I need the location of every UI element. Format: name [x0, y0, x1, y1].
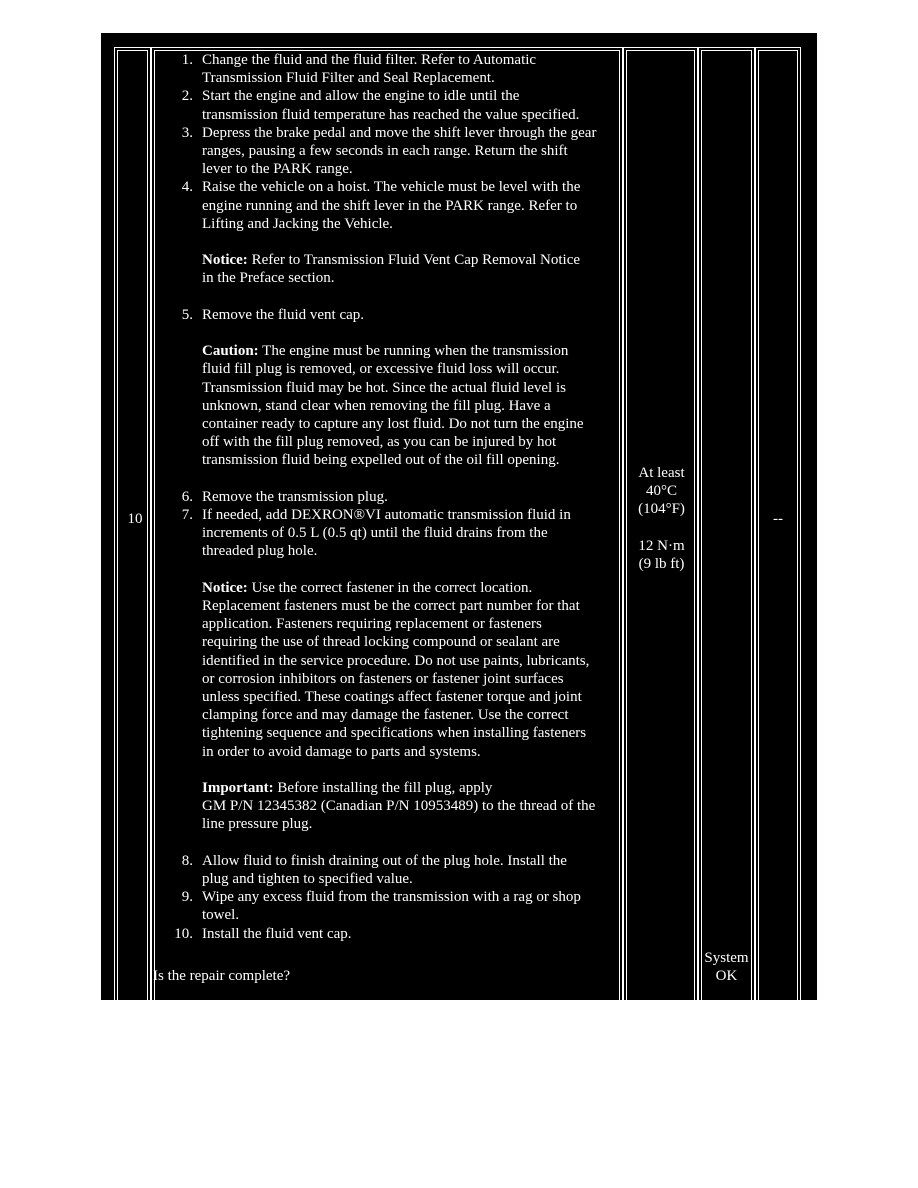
procedure-table — [101, 33, 817, 1000]
list-item: 1. Change the fluid and the fluid filter. Refer to Automatic Transmission Fluid Filter and Seal Replacement. — [181, 52, 537, 87]
step-cell — [114, 47, 151, 1019]
list-item: 4. Raise the vehicle on a hoist. The vehicle must be level with the engine running and the shift lever in the PARK range. Refer to Lifting and Jacking the Vehicle. — [181, 179, 581, 232]
no-result: -- — [773, 511, 783, 527]
list-item: 8. Allow fluid to finish draining out of the plug hole. Install the plug and tighten to specified value. — [181, 852, 567, 888]
step-number: 10 — [127, 511, 143, 527]
list-item: 7. If needed, add DEXRON®VI automatic transmission fluid in increments of 0.5 L (0.5 qt) until the fluid drains from the threaded plug hole. — [181, 507, 571, 560]
list-item: 9. Wipe any excess fluid from the transmission with a rag or shop towel. — [181, 889, 581, 924]
list-item: 6. Remove the transmission plug. — [181, 488, 388, 505]
procedure-steps — [171, 51, 623, 943]
yes-result: System OK — [704, 950, 749, 985]
list-item: 5. Remove the fluid vent cap. — [181, 306, 365, 323]
notice-fastener: Notice: Use the correct fastener in the correct location. Replacement fasteners must be the correct part number for that application. Fasteners requiring replacement or fasteners requiring the use of thread locking compound or sealant are identified in the service procedure. Do not use paints, lubricants, or corrosion inhibitors on fasteners or fastener joint surfaces unless specified. These coatings affect fastener torque and joint clamping force and may damage the fastener. Use the correct tightening sequence and specifications when installing fasteners in order to avoid damage to parts and systems. — [202, 579, 590, 760]
yes-cell — [698, 47, 755, 1019]
list-item: 2. Start the engine and allow the engine to idle until the transmission fluid temperature has reached the value specified. — [181, 88, 580, 123]
specified-values: At least 40°C (104°F) 12 N·m (9 lb ft) — [638, 465, 685, 572]
question-text: Is the repair complete? — [153, 968, 291, 984]
no-cell — [755, 47, 801, 1019]
notice-vent-cap: Notice: Refer to Transmission Fluid Vent Cap Removal Notice in the Preface section. — [202, 252, 581, 287]
caution-block: Caution: The engine must be running when the transmission fluid fill plug is removed, or excessive fluid loss will occur. Transmission fluid may be hot. Since the actual fluid level is unknown, stand clear when removing the fill plug. Have a container ready to capture any lost fluid. Do not turn the engine off with the fill plug removed, as you can be injured by hot transmission fluid being expelled out of the oil fill opening. — [202, 343, 584, 469]
list-item: 3. Depress the brake pedal and move the shift lever through the gear ranges, pausing a few seconds in each range. Return the shift lever to the PARK range. — [181, 124, 597, 178]
important-block: Important: Before installing the fill plug, apply GM P/N 12345382 (Canadian P/N 10953489) to the thread of the line pressure plug. — [202, 780, 596, 833]
list-item: 10. Install the fluid vent cap. — [174, 925, 352, 942]
